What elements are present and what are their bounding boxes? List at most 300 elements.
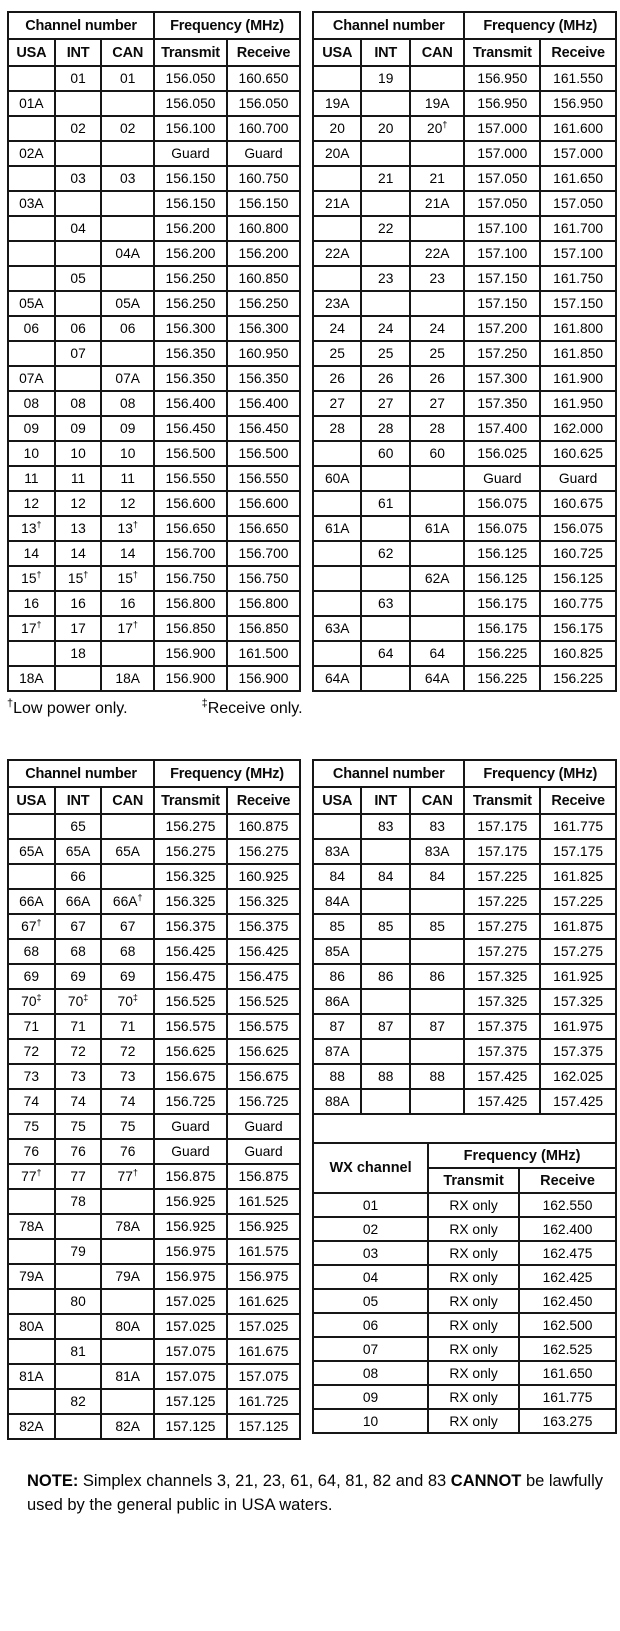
table-row: [313, 366, 616, 391]
table-cell: 79: [55, 1239, 102, 1264]
table-cell: 08: [55, 391, 102, 416]
table-cell: 157.100: [540, 241, 616, 266]
channel-table-2-body: [313, 66, 616, 691]
table-cell: [8, 1289, 55, 1314]
table-cell: RX only: [428, 1313, 519, 1337]
table-cell: 156.225: [464, 666, 540, 691]
table-cell: 157.425: [464, 1089, 540, 1114]
table-cell: [8, 814, 55, 839]
table-cell: 17†: [8, 616, 55, 641]
table-cell: [361, 889, 409, 914]
table-cell: 157.025: [154, 1314, 227, 1339]
table-cell: [410, 939, 465, 964]
table-row: [8, 341, 300, 366]
table-cell: [101, 266, 154, 291]
table-cell: [313, 441, 361, 466]
table-cell: [8, 116, 55, 141]
table-cell: 156.875: [154, 1164, 227, 1189]
table-cell: [101, 1339, 154, 1364]
table-cell: 162.475: [519, 1241, 616, 1265]
table-cell: [361, 291, 409, 316]
table-cell: 156.100: [154, 116, 227, 141]
table-cell: 05A: [101, 291, 154, 316]
table-cell: [410, 466, 465, 491]
can-column-header: CAN: [101, 787, 154, 814]
table-cell: 156.200: [154, 216, 227, 241]
table-cell: 161.875: [540, 914, 616, 939]
bottom-left-column: [7, 759, 301, 1440]
table-cell: 06: [313, 1313, 428, 1337]
table-row: [8, 1389, 300, 1414]
table-cell: 157.125: [154, 1414, 227, 1439]
table-cell: [361, 666, 409, 691]
table-cell: 60A: [313, 466, 361, 491]
top-right-column: [312, 11, 617, 692]
table-cell: [55, 191, 102, 216]
table-cell: [8, 864, 55, 889]
table-cell: [101, 641, 154, 666]
table-cell: [101, 1189, 154, 1214]
table-cell: 74: [101, 1089, 154, 1114]
table-row: [8, 441, 300, 466]
table-cell: 156.800: [154, 591, 227, 616]
table-cell: 18A: [101, 666, 154, 691]
table-cell: 162.550: [519, 1193, 616, 1217]
table-cell: 76: [55, 1139, 102, 1164]
table-cell: 04: [313, 1265, 428, 1289]
table-row: [8, 166, 300, 191]
table-cell: 78A: [101, 1214, 154, 1239]
table-cell: 02A: [8, 141, 55, 166]
table-cell: [361, 1039, 409, 1064]
table-cell: 03: [313, 1241, 428, 1265]
table-cell: [313, 491, 361, 516]
table-cell: 76: [101, 1139, 154, 1164]
table-cell: [313, 541, 361, 566]
table-cell: 156.925: [227, 1214, 300, 1239]
table-cell: [361, 566, 409, 591]
note-label: NOTE:: [27, 1472, 79, 1490]
table-row: [8, 66, 300, 91]
table-cell: 02: [55, 116, 102, 141]
table-cell: 157.175: [540, 839, 616, 864]
table-cell: 160.625: [540, 441, 616, 466]
table-cell: 14: [8, 541, 55, 566]
channel-table-2: [312, 11, 617, 692]
table-cell: 11: [55, 466, 102, 491]
table-cell: 157.225: [540, 889, 616, 914]
table-cell: 156.075: [464, 491, 540, 516]
table-row: [8, 989, 300, 1014]
table-cell: 161.550: [540, 66, 616, 91]
footnote-receive-only-text: Receive only.: [207, 700, 303, 717]
table-cell: [361, 91, 409, 116]
table-cell: Guard: [154, 1139, 227, 1164]
table-cell: 160.650: [227, 66, 300, 91]
table-cell: 12: [8, 491, 55, 516]
table-cell: 156.500: [227, 441, 300, 466]
table-row: [313, 616, 616, 641]
table-cell: 161.925: [540, 964, 616, 989]
channel-table-3-body: [8, 814, 300, 1439]
table-cell: 64A: [410, 666, 465, 691]
table-cell: 157.350: [464, 391, 540, 416]
table-cell: 157.025: [154, 1289, 227, 1314]
table-cell: 157.375: [464, 1014, 540, 1039]
table-row: [8, 216, 300, 241]
table-cell: 157.275: [464, 939, 540, 964]
table-cell: 82A: [101, 1414, 154, 1439]
wx-table-header: [313, 1143, 616, 1193]
table-row: [8, 839, 300, 864]
table-cell: 72: [101, 1039, 154, 1064]
table-cell: 18: [55, 641, 102, 666]
table-cell: 74: [55, 1089, 102, 1114]
usa-waters-note: [27, 1470, 609, 1518]
table-cell: 01A: [8, 91, 55, 116]
table-cell: 64: [410, 641, 465, 666]
table-cell: 70‡: [101, 989, 154, 1014]
can-column-header: CAN: [410, 39, 465, 66]
table-row: [8, 616, 300, 641]
table-cell: [361, 939, 409, 964]
table-cell: RX only: [428, 1193, 519, 1217]
table-cell: 77†: [8, 1164, 55, 1189]
table-cell: [55, 666, 102, 691]
table-cell: RX only: [428, 1289, 519, 1313]
table-cell: [8, 1239, 55, 1264]
table-cell: 73: [55, 1064, 102, 1089]
table-cell: 20: [313, 116, 361, 141]
table-cell: 157.175: [464, 839, 540, 864]
table-row: [8, 466, 300, 491]
dagger-marker: †: [7, 697, 14, 710]
table-row: [8, 889, 300, 914]
table-cell: 19A: [313, 91, 361, 116]
transmit-column-header: Transmit: [154, 39, 227, 66]
table-row: [8, 316, 300, 341]
table-cell: 10: [101, 441, 154, 466]
table-cell: 157.100: [464, 216, 540, 241]
table-row: [313, 964, 616, 989]
table-cell: 27: [313, 391, 361, 416]
table-cell: 80: [55, 1289, 102, 1314]
table-row: [8, 1364, 300, 1389]
table-cell: 156.725: [227, 1089, 300, 1114]
table-cell: 68: [101, 939, 154, 964]
table-cell: 156.950: [464, 66, 540, 91]
table-cell: 12: [101, 491, 154, 516]
table-cell: [410, 541, 465, 566]
frequency-header: Frequency (MHz): [154, 760, 300, 787]
table-cell: 156.050: [154, 66, 227, 91]
table-cell: 11: [101, 466, 154, 491]
table-cell: [55, 141, 102, 166]
table-cell: 24: [361, 316, 409, 341]
channel-table-4-header: [313, 760, 616, 814]
table-cell: 156.350: [154, 366, 227, 391]
table-cell: 76: [8, 1139, 55, 1164]
table-cell: 160.725: [540, 541, 616, 566]
table-cell: 84: [313, 864, 361, 889]
table-cell: [8, 66, 55, 91]
table-row: [313, 1337, 616, 1361]
table-cell: [361, 989, 409, 1014]
table-cell: 77†: [101, 1164, 154, 1189]
table-cell: [55, 291, 102, 316]
table-cell: 87A: [313, 1039, 361, 1064]
table-cell: 10: [55, 441, 102, 466]
table-row: [313, 1385, 616, 1409]
table-cell: 157.050: [540, 191, 616, 216]
table-cell: 20: [361, 116, 409, 141]
table-row: [313, 391, 616, 416]
table-row: [8, 366, 300, 391]
table-cell: 25: [313, 341, 361, 366]
receive-column-header: Receive: [540, 39, 616, 66]
table-cell: 68: [55, 939, 102, 964]
table-cell: [313, 591, 361, 616]
table-cell: 65: [55, 814, 102, 839]
table-row: [313, 566, 616, 591]
table-cell: 64A: [313, 666, 361, 691]
table-row: [313, 241, 616, 266]
table-cell: 161.650: [519, 1361, 616, 1385]
table-cell: 82A: [8, 1414, 55, 1439]
table-cell: 21A: [410, 191, 465, 216]
table-cell: 163.275: [519, 1409, 616, 1433]
table-row: [313, 641, 616, 666]
table-cell: [361, 241, 409, 266]
table-cell: 03: [101, 166, 154, 191]
table-cell: 23: [361, 266, 409, 291]
table-cell: 161.625: [227, 1289, 300, 1314]
table-cell: 67†: [8, 914, 55, 939]
table-cell: 161.675: [227, 1339, 300, 1364]
channel-number-header: Channel number: [8, 12, 154, 39]
table-cell: 13†: [8, 516, 55, 541]
table-cell: 23A: [313, 291, 361, 316]
table-cell: 65A: [55, 839, 102, 864]
table-cell: [410, 291, 465, 316]
table-cell: 63: [361, 591, 409, 616]
table-cell: 157.050: [464, 166, 540, 191]
table-cell: 160.850: [227, 266, 300, 291]
table-cell: 156.550: [154, 466, 227, 491]
table-cell: 156.575: [227, 1014, 300, 1039]
channel-table-4: [312, 759, 617, 1115]
table-cell: 07A: [8, 366, 55, 391]
table-cell: 156.125: [540, 566, 616, 591]
table-cell: Guard: [464, 466, 540, 491]
table-cell: 01: [55, 66, 102, 91]
table-cell: 09: [313, 1385, 428, 1409]
table-row: [8, 241, 300, 266]
table-cell: [313, 814, 361, 839]
table-row: [313, 416, 616, 441]
table-cell: 161.800: [540, 316, 616, 341]
table-cell: 83A: [410, 839, 465, 864]
table-cell: 156.050: [154, 91, 227, 116]
table-cell: 66A: [8, 889, 55, 914]
table-cell: 161.850: [540, 341, 616, 366]
table-cell: 68: [8, 939, 55, 964]
table-cell: 156.750: [154, 566, 227, 591]
table-cell: 156.550: [227, 466, 300, 491]
table-cell: RX only: [428, 1265, 519, 1289]
table-cell: 75: [55, 1114, 102, 1139]
note-tail: be lawfully used by the general public in USA waters.: [27, 1472, 603, 1514]
table-cell: 03A: [8, 191, 55, 216]
table-row: [8, 566, 300, 591]
table-cell: 28: [313, 416, 361, 441]
table-cell: [55, 241, 102, 266]
table-cell: 157.100: [464, 241, 540, 266]
table-cell: 73: [8, 1064, 55, 1089]
table-cell: 15†: [101, 566, 154, 591]
table-row: [313, 1289, 616, 1313]
table-cell: 18A: [8, 666, 55, 691]
table-cell: 156.400: [227, 391, 300, 416]
table-cell: 157.175: [464, 814, 540, 839]
table-cell: 60: [410, 441, 465, 466]
table-cell: [410, 66, 465, 91]
table-cell: 157.025: [227, 1314, 300, 1339]
table-cell: 156.250: [154, 266, 227, 291]
table-cell: 17†: [101, 616, 154, 641]
table-row: [8, 814, 300, 839]
table-cell: 162.000: [540, 416, 616, 441]
table-cell: 06: [101, 316, 154, 341]
table-cell: 13: [55, 516, 102, 541]
table-cell: 161.600: [540, 116, 616, 141]
table-cell: 156.400: [154, 391, 227, 416]
table-cell: 25: [410, 341, 465, 366]
table-cell: 157.375: [540, 1039, 616, 1064]
table-cell: 156.900: [227, 666, 300, 691]
table-row: [313, 1265, 616, 1289]
table-cell: 156.525: [227, 989, 300, 1014]
table-cell: 65A: [101, 839, 154, 864]
table-cell: 156.575: [154, 1014, 227, 1039]
table-cell: [8, 1389, 55, 1414]
table-cell: 09: [101, 416, 154, 441]
table-cell: 14: [55, 541, 102, 566]
table-cell: [101, 141, 154, 166]
table-cell: 160.950: [227, 341, 300, 366]
table-cell: 66A: [55, 889, 102, 914]
table-cell: 81A: [101, 1364, 154, 1389]
table-cell: 86: [313, 964, 361, 989]
table-cell: 156.150: [154, 191, 227, 216]
table-cell: [101, 814, 154, 839]
table-cell: 161.975: [540, 1014, 616, 1039]
table-cell: 156.750: [227, 566, 300, 591]
table-cell: Guard: [540, 466, 616, 491]
table-cell: 156.975: [227, 1264, 300, 1289]
table-cell: 15†: [8, 566, 55, 591]
table-cell: 16: [55, 591, 102, 616]
table-row: [313, 666, 616, 691]
table-row: [313, 341, 616, 366]
table-row: [313, 1313, 616, 1337]
table-cell: Guard: [154, 1114, 227, 1139]
table-cell: 162.025: [540, 1064, 616, 1089]
table-cell: [101, 864, 154, 889]
table-cell: 69: [101, 964, 154, 989]
table-cell: 156.225: [540, 666, 616, 691]
table-cell: [8, 1189, 55, 1214]
table-cell: 69: [55, 964, 102, 989]
table-cell: 156.325: [154, 889, 227, 914]
int-column-header: INT: [55, 787, 102, 814]
table-row: [8, 1114, 300, 1139]
usa-column-header: USA: [313, 787, 361, 814]
table-cell: 06: [8, 316, 55, 341]
table-cell: [8, 166, 55, 191]
table-cell: [101, 341, 154, 366]
table-cell: 162.500: [519, 1313, 616, 1337]
table-cell: [313, 641, 361, 666]
table-cell: [313, 266, 361, 291]
table-cell: 61A: [410, 516, 465, 541]
table-cell: Guard: [154, 141, 227, 166]
table-cell: 85: [313, 914, 361, 939]
table-row: [8, 666, 300, 691]
table-cell: [55, 1414, 102, 1439]
table-cell: 10: [313, 1409, 428, 1433]
channel-table-1-header: [8, 12, 300, 66]
table-cell: 156.475: [227, 964, 300, 989]
table-cell: 161.500: [227, 641, 300, 666]
table-row: [313, 191, 616, 216]
table-cell: 157.050: [464, 191, 540, 216]
table-cell: 75: [101, 1114, 154, 1139]
note-cannot: CANNOT: [450, 1472, 522, 1490]
table-cell: 87: [313, 1014, 361, 1039]
table-row: [313, 591, 616, 616]
table-cell: 21: [361, 166, 409, 191]
transmit-column-header: Transmit: [154, 787, 227, 814]
table-row: [8, 1339, 300, 1364]
table-row: [313, 939, 616, 964]
table-row: [8, 541, 300, 566]
table-cell: [410, 1039, 465, 1064]
table-cell: 156.900: [154, 641, 227, 666]
table-cell: 156.375: [227, 914, 300, 939]
table-cell: [361, 1089, 409, 1114]
table-cell: 85A: [313, 939, 361, 964]
table-row: [8, 491, 300, 516]
table-cell: [8, 341, 55, 366]
table-row: [313, 516, 616, 541]
table-cell: 156.175: [540, 616, 616, 641]
channel-number-header: Channel number: [313, 12, 464, 39]
table-cell: [101, 1389, 154, 1414]
table-cell: 02: [101, 116, 154, 141]
table-row: [313, 466, 616, 491]
table-row: [8, 964, 300, 989]
table-cell: 71: [55, 1014, 102, 1039]
table-cell: 06: [55, 316, 102, 341]
table-cell: RX only: [428, 1385, 519, 1409]
table-cell: [313, 216, 361, 241]
table-cell: [55, 1214, 102, 1239]
table-row: [313, 1193, 616, 1217]
table-cell: 62: [361, 541, 409, 566]
usa-column-header: USA: [8, 39, 55, 66]
table-cell: 86: [410, 964, 465, 989]
